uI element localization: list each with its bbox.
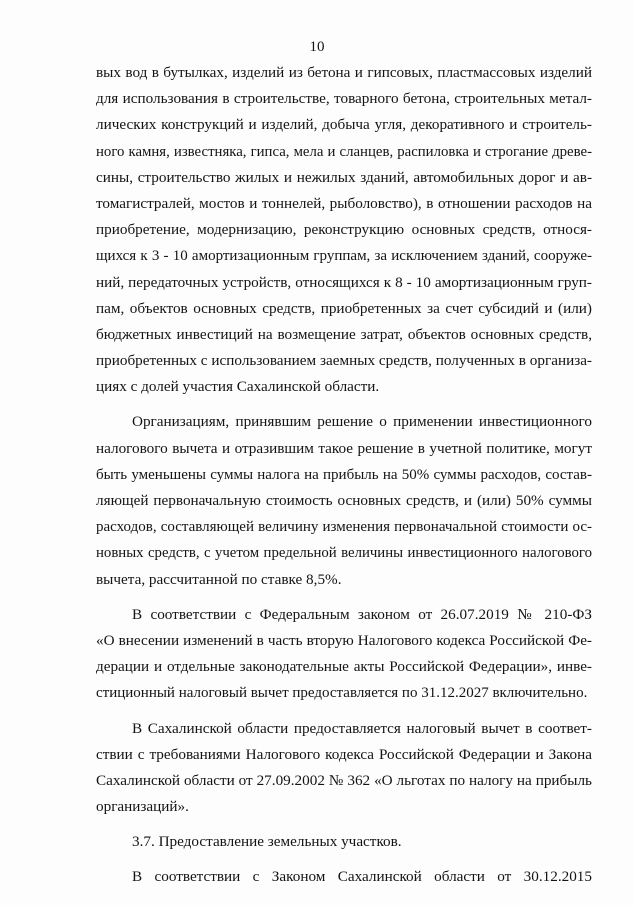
paragraph bbox=[96, 60, 592, 400]
text-line: Сахалинской области от 27.09.2002 № 362 «О льготах по налогу на прибыль bbox=[96, 771, 592, 789]
text-line: для использования в строительстве, товарного бетона, строительных метал- bbox=[96, 90, 592, 108]
text-line: быть уменьшены суммы налога на прибыль на 50% суммы расходов, состав- bbox=[96, 466, 592, 483]
text-line: В соответствии с Законом Сахалинской области от 30.12.2015 bbox=[132, 868, 592, 886]
text-line: Организациям, принявшим решение о применении инвестиционного bbox=[132, 413, 592, 431]
paragraph bbox=[96, 864, 592, 890]
text-line: В Сахалинской области предоставляется налоговый вычет в соответ- bbox=[132, 719, 592, 737]
text-line: приобретение, модернизацию, реконструкцию основных средств, относя- bbox=[96, 221, 592, 239]
text-line: расходов, составляющей величину изменения первоначальной стоимости ос- bbox=[96, 519, 592, 536]
text-line: томагистралей, мостов и тоннелей, рыболовство), в отношении расходов на bbox=[96, 194, 592, 212]
text-line: налогового вычета и отразившим такое решение в учетной политике, могут bbox=[96, 439, 592, 457]
text-line: В соответствии с Федеральным законом от 26.07.2019 № 210-ФЗ bbox=[132, 605, 592, 623]
text-line: новных средств, с учетом предельной величины инвестиционного налогового bbox=[96, 545, 592, 562]
text-line: «О внесении изменений в часть вторую Налогового кодекса Российской Фе- bbox=[96, 631, 592, 649]
text-line: ного камня, известняка, гипса, мела и сланцев, распиловка и строгание древе- bbox=[96, 143, 592, 160]
text-line: дерации и отдельные законодательные акты Российской Федерации», инве- bbox=[96, 658, 592, 676]
paragraph bbox=[96, 716, 592, 821]
text-line: ляющей первоначальную стоимость основных средств, и (или) 50% суммы bbox=[96, 492, 592, 509]
text-line: ний, передаточных устройств, относящихся к 8 - 10 амортизационным груп- bbox=[96, 273, 592, 291]
text-line: лических конструкций и изделий, добыча угля, декоративного и строитель- bbox=[96, 116, 592, 134]
text-line: приобретенных с использованием заемных средств, полученных в организа- bbox=[96, 352, 592, 370]
text-line: вых вод в бутылках, изделий из бетона и гипсовых, пластмассовых изделий bbox=[96, 64, 592, 81]
text-line: стиционный налоговый вычет предоставляется по 31.12.2027 включительно. bbox=[96, 685, 588, 702]
text-line: 3.7. Предоставление земельных участков. bbox=[132, 833, 402, 851]
text-line: вычета, рассчитанной по ставке 8,5%. bbox=[96, 570, 342, 588]
paragraph-gap bbox=[96, 593, 592, 602]
text-line: щихся к 3 - 10 амортизационным группам, за исключением зданий, сооруже- bbox=[96, 248, 592, 265]
document-body bbox=[96, 60, 592, 891]
text-line: пам, объектов основных средств, приобретенных за счет субсидий и (или) bbox=[96, 299, 592, 317]
text-line: сины, строительство жилых и нежилых зданий, автомобильных дорог и ав- bbox=[96, 168, 592, 186]
text-line: бюджетных инвестиций на возмещение затрат, объектов основных средств, bbox=[96, 325, 592, 343]
paragraph bbox=[96, 409, 592, 592]
paragraph-gap bbox=[96, 820, 592, 829]
paragraph-gap bbox=[96, 855, 592, 864]
paragraph-gap bbox=[96, 400, 592, 409]
text-line: организаций». bbox=[96, 798, 189, 816]
text-line: ствии с требованиями Налогового кодекса Российской Федерации и Закона bbox=[96, 745, 592, 763]
page-number: 10 bbox=[309, 39, 325, 55]
paragraph-gap bbox=[96, 707, 592, 716]
paragraph bbox=[96, 829, 592, 855]
text-line: циях с долей участия Сахалинской области. bbox=[96, 378, 380, 396]
paragraph bbox=[96, 602, 592, 707]
